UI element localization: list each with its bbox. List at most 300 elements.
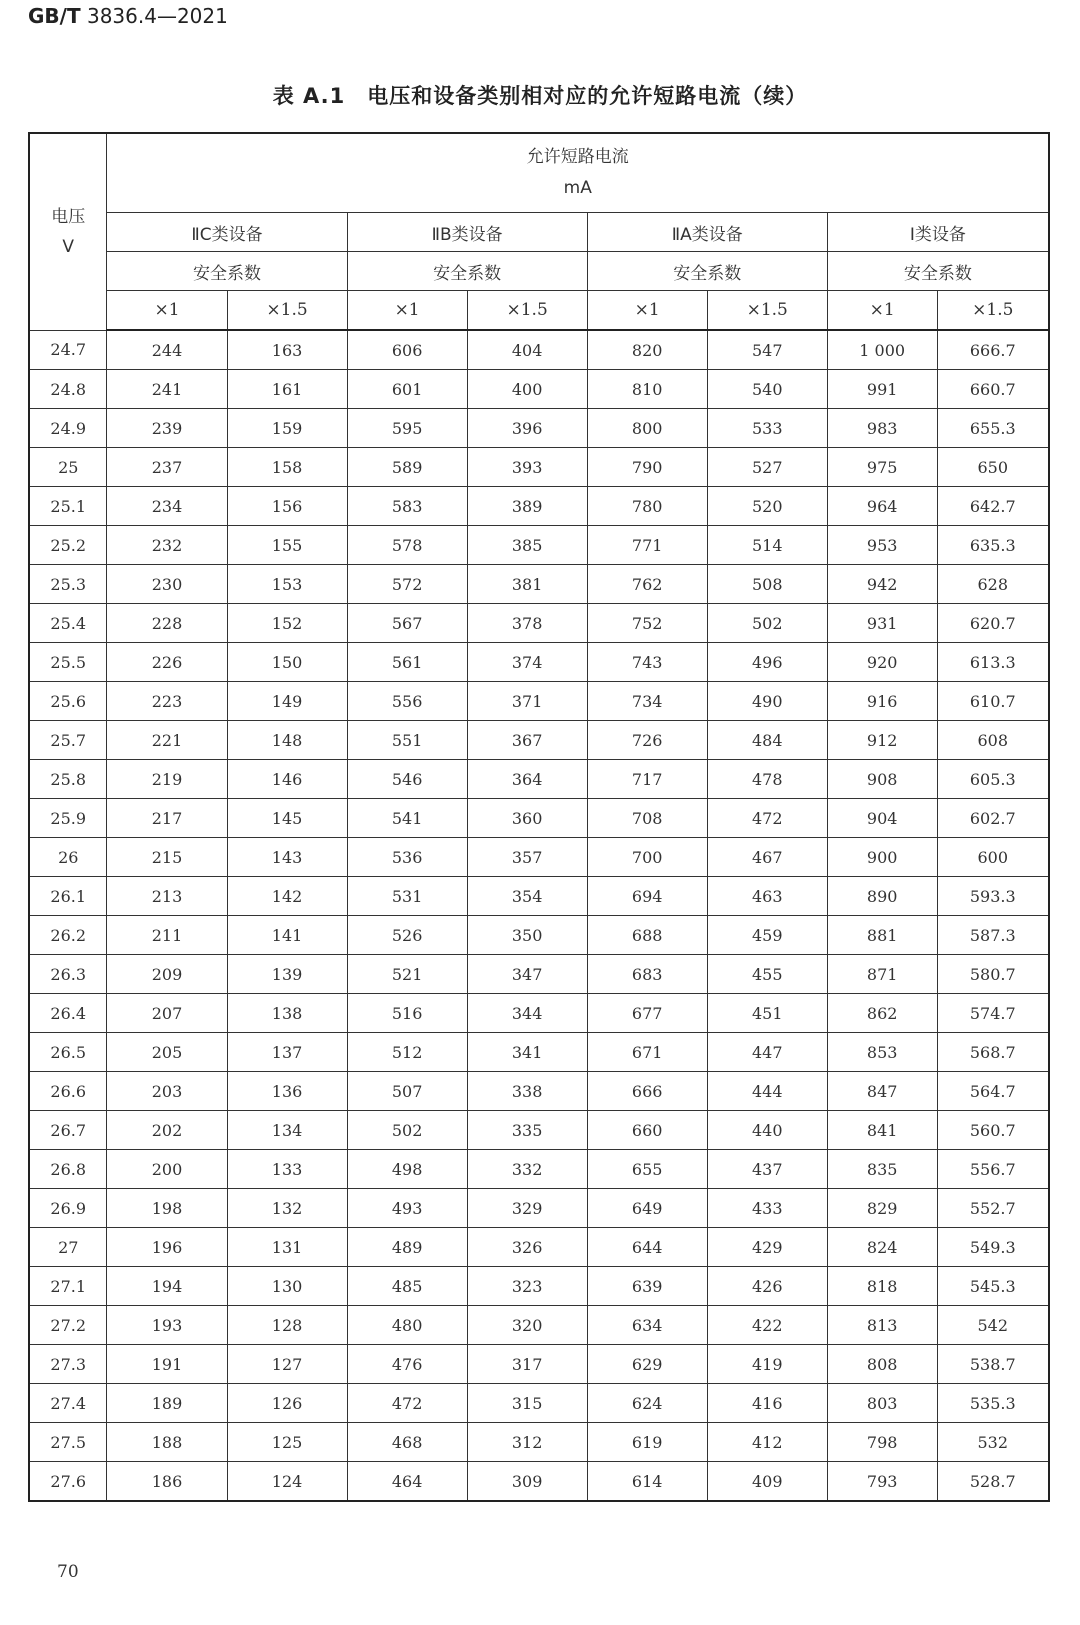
current-cell: 660.7 xyxy=(937,370,1049,409)
current-cell: 608 xyxy=(937,721,1049,760)
current-cell: 683 xyxy=(587,955,707,994)
current-cell: 480 xyxy=(347,1306,467,1345)
table-row xyxy=(29,1072,1049,1111)
current-cell: 158 xyxy=(227,448,347,487)
current-cell: 538.7 xyxy=(937,1345,1049,1384)
current-cell: 433 xyxy=(707,1189,827,1228)
current-cell: 136 xyxy=(227,1072,347,1111)
current-cell: 360 xyxy=(467,799,587,838)
voltage-cell: 25.9 xyxy=(29,799,107,838)
voltage-cell: 25.5 xyxy=(29,643,107,682)
current-cell: 610.7 xyxy=(937,682,1049,721)
current-cell: 315 xyxy=(467,1384,587,1423)
current-cell: 132 xyxy=(227,1189,347,1228)
current-cell: 476 xyxy=(347,1345,467,1384)
current-cell: 381 xyxy=(467,565,587,604)
voltage-cell: 27.6 xyxy=(29,1462,107,1502)
current-cell: 221 xyxy=(107,721,227,760)
table-row xyxy=(29,1150,1049,1189)
current-cell: 532 xyxy=(937,1423,1049,1462)
current-cell: 568.7 xyxy=(937,1033,1049,1072)
current-cell: 601 xyxy=(347,370,467,409)
current-cell: 516 xyxy=(347,994,467,1033)
current-cell: 239 xyxy=(107,409,227,448)
current-cell: 219 xyxy=(107,760,227,799)
current-cell: 146 xyxy=(227,760,347,799)
current-cell: 393 xyxy=(467,448,587,487)
current-cell: 824 xyxy=(827,1228,937,1267)
current-cell: 655.3 xyxy=(937,409,1049,448)
current-cell: 649 xyxy=(587,1189,707,1228)
current-cell: 451 xyxy=(707,994,827,1033)
current-cell: 771 xyxy=(587,526,707,565)
table-row xyxy=(29,955,1049,994)
table-row xyxy=(29,877,1049,916)
table-row xyxy=(29,643,1049,682)
table-row xyxy=(29,682,1049,721)
current-cell: 613.3 xyxy=(937,643,1049,682)
current-cell: 502 xyxy=(347,1111,467,1150)
voltage-cell: 27.4 xyxy=(29,1384,107,1423)
current-cell: 717 xyxy=(587,760,707,799)
current-cell: 143 xyxy=(227,838,347,877)
current-cell: 127 xyxy=(227,1345,347,1384)
current-cell: 835 xyxy=(827,1150,937,1189)
current-cell: 620.7 xyxy=(937,604,1049,643)
current-cell: 541 xyxy=(347,799,467,838)
current-cell: 309 xyxy=(467,1462,587,1502)
current-cell: 485 xyxy=(347,1267,467,1306)
current-cell: 655 xyxy=(587,1150,707,1189)
voltage-cell: 25.7 xyxy=(29,721,107,760)
current-cell: 347 xyxy=(467,955,587,994)
current-cell: 743 xyxy=(587,643,707,682)
current-cell: 528.7 xyxy=(937,1462,1049,1502)
table-row xyxy=(29,487,1049,526)
current-cell: 650 xyxy=(937,448,1049,487)
current-cell: 578 xyxy=(347,526,467,565)
class-header: ⅡA类设备 xyxy=(587,213,827,252)
current-cell: 531 xyxy=(347,877,467,916)
voltage-cell: 24.7 xyxy=(29,330,107,370)
current-cell: 540 xyxy=(707,370,827,409)
voltage-cell: 25.8 xyxy=(29,760,107,799)
current-cell: 312 xyxy=(467,1423,587,1462)
current-cell: 124 xyxy=(227,1462,347,1502)
current-cell: 400 xyxy=(467,370,587,409)
current-cell: 700 xyxy=(587,838,707,877)
current-cell: 389 xyxy=(467,487,587,526)
current-cell: 186 xyxy=(107,1462,227,1502)
current-cell: 364 xyxy=(467,760,587,799)
current-cell: 134 xyxy=(227,1111,347,1150)
current-cell: 572 xyxy=(347,565,467,604)
multiplier-header: ×1.5 xyxy=(937,291,1049,331)
table-row xyxy=(29,1033,1049,1072)
current-cell: 593.3 xyxy=(937,877,1049,916)
table-row xyxy=(29,916,1049,955)
current-cell: 228 xyxy=(107,604,227,643)
table-title: 电压和设备类别相对应的允许短路电流（续） xyxy=(367,84,808,108)
current-cell: 677 xyxy=(587,994,707,1033)
table-row xyxy=(29,1423,1049,1462)
voltage-cell: 26.9 xyxy=(29,1189,107,1228)
current-cell: 209 xyxy=(107,955,227,994)
voltage-cell: 25.2 xyxy=(29,526,107,565)
class-header: Ⅰ类设备 xyxy=(827,213,1049,252)
voltage-cell: 27.2 xyxy=(29,1306,107,1345)
current-cell: 666.7 xyxy=(937,330,1049,370)
current-cell: 429 xyxy=(707,1228,827,1267)
current-cell: 496 xyxy=(707,643,827,682)
current-cell: 326 xyxy=(467,1228,587,1267)
safety-factor-header: 安全系数 xyxy=(107,252,347,291)
table-row xyxy=(29,526,1049,565)
current-cell: 150 xyxy=(227,643,347,682)
current-cell: 320 xyxy=(467,1306,587,1345)
current-cell: 605.3 xyxy=(937,760,1049,799)
current-cell: 726 xyxy=(587,721,707,760)
current-cell: 800 xyxy=(587,409,707,448)
current-cell: 444 xyxy=(707,1072,827,1111)
current-cell: 798 xyxy=(827,1423,937,1462)
voltage-cell: 26.5 xyxy=(29,1033,107,1072)
table-number: 表 A.1 xyxy=(272,84,346,108)
table-row xyxy=(29,604,1049,643)
current-cell: 338 xyxy=(467,1072,587,1111)
current-cell: 440 xyxy=(707,1111,827,1150)
current-cell: 694 xyxy=(587,877,707,916)
current-cell: 203 xyxy=(107,1072,227,1111)
current-cell: 628 xyxy=(937,565,1049,604)
current-cell: 422 xyxy=(707,1306,827,1345)
current-cell: 514 xyxy=(707,526,827,565)
current-cell: 606 xyxy=(347,330,467,370)
current-cell: 820 xyxy=(587,330,707,370)
current-unit: mA xyxy=(563,178,592,198)
current-cell: 890 xyxy=(827,877,937,916)
current-cell: 323 xyxy=(467,1267,587,1306)
current-cell: 213 xyxy=(107,877,227,916)
current-cell: 629 xyxy=(587,1345,707,1384)
current-cell: 881 xyxy=(827,916,937,955)
table-row xyxy=(29,1228,1049,1267)
voltage-cell: 27.1 xyxy=(29,1267,107,1306)
current-cell: 871 xyxy=(827,955,937,994)
current-cell: 526 xyxy=(347,916,467,955)
class-header: ⅡC类设备 xyxy=(107,213,347,252)
current-cell: 953 xyxy=(827,526,937,565)
current-cell: 549.3 xyxy=(937,1228,1049,1267)
standard-prefix: GB/T xyxy=(28,4,81,28)
current-cell: 642.7 xyxy=(937,487,1049,526)
current-cell: 813 xyxy=(827,1306,937,1345)
table-row xyxy=(29,1189,1049,1228)
current-cell: 152 xyxy=(227,604,347,643)
voltage-cell: 26.3 xyxy=(29,955,107,994)
voltage-cell: 25.1 xyxy=(29,487,107,526)
current-cell: 512 xyxy=(347,1033,467,1072)
current-cell: 931 xyxy=(827,604,937,643)
current-cell: 790 xyxy=(587,448,707,487)
current-cell: 455 xyxy=(707,955,827,994)
current-header xyxy=(107,133,1049,213)
current-cell: 920 xyxy=(827,643,937,682)
voltage-cell: 26 xyxy=(29,838,107,877)
current-cell: 188 xyxy=(107,1423,227,1462)
table-row xyxy=(29,565,1049,604)
current-cell: 237 xyxy=(107,448,227,487)
current-cell: 198 xyxy=(107,1189,227,1228)
current-cell: 416 xyxy=(707,1384,827,1423)
current-cell: 131 xyxy=(227,1228,347,1267)
table-row xyxy=(29,1111,1049,1150)
current-cell: 472 xyxy=(707,799,827,838)
current-cell: 688 xyxy=(587,916,707,955)
current-cell: 520 xyxy=(707,487,827,526)
current-cell: 467 xyxy=(707,838,827,877)
current-cell: 404 xyxy=(467,330,587,370)
current-cell: 329 xyxy=(467,1189,587,1228)
safety-factor-header: 安全系数 xyxy=(587,252,827,291)
current-cell: 964 xyxy=(827,487,937,526)
table-row xyxy=(29,838,1049,877)
table-row xyxy=(29,1306,1049,1345)
voltage-label: 电压 xyxy=(51,206,86,227)
multiplier-header: ×1.5 xyxy=(467,291,587,331)
current-cell: 734 xyxy=(587,682,707,721)
current-cell: 163 xyxy=(227,330,347,370)
current-cell: 145 xyxy=(227,799,347,838)
current-cell: 546 xyxy=(347,760,467,799)
table-row xyxy=(29,994,1049,1033)
table-row xyxy=(29,448,1049,487)
current-cell: 464 xyxy=(347,1462,467,1502)
table-row xyxy=(29,409,1049,448)
current-cell: 459 xyxy=(707,916,827,955)
current-cell: 635.3 xyxy=(937,526,1049,565)
table-row xyxy=(29,1384,1049,1423)
current-cell: 194 xyxy=(107,1267,227,1306)
standard-code xyxy=(28,4,228,28)
current-cell: 634 xyxy=(587,1306,707,1345)
current-cell: 341 xyxy=(467,1033,587,1072)
current-cell: 354 xyxy=(467,877,587,916)
current-cell: 752 xyxy=(587,604,707,643)
current-cell: 409 xyxy=(707,1462,827,1502)
voltage-cell: 26.4 xyxy=(29,994,107,1033)
current-cell: 533 xyxy=(707,409,827,448)
current-cell: 396 xyxy=(467,409,587,448)
current-cell: 155 xyxy=(227,526,347,565)
current-cell: 916 xyxy=(827,682,937,721)
voltage-cell: 27.3 xyxy=(29,1345,107,1384)
current-cell: 847 xyxy=(827,1072,937,1111)
current-cell: 426 xyxy=(707,1267,827,1306)
current-cell: 542 xyxy=(937,1306,1049,1345)
table-row xyxy=(29,370,1049,409)
current-cell: 545.3 xyxy=(937,1267,1049,1306)
voltage-cell: 27 xyxy=(29,1228,107,1267)
voltage-cell: 25.3 xyxy=(29,565,107,604)
current-cell: 547 xyxy=(707,330,827,370)
current-cell: 207 xyxy=(107,994,227,1033)
voltage-cell: 26.6 xyxy=(29,1072,107,1111)
current-cell: 159 xyxy=(227,409,347,448)
multiplier-header: ×1 xyxy=(587,291,707,331)
current-cell: 624 xyxy=(587,1384,707,1423)
current-cell: 900 xyxy=(827,838,937,877)
current-cell: 556 xyxy=(347,682,467,721)
current-cell: 762 xyxy=(587,565,707,604)
current-cell: 211 xyxy=(107,916,227,955)
current-cell: 666 xyxy=(587,1072,707,1111)
current-cell: 205 xyxy=(107,1033,227,1072)
voltage-cell: 25 xyxy=(29,448,107,487)
current-cell: 841 xyxy=(827,1111,937,1150)
current-label: 允许短路电流 xyxy=(526,147,629,167)
current-cell: 191 xyxy=(107,1345,227,1384)
multiplier-header: ×1.5 xyxy=(707,291,827,331)
table-row xyxy=(29,1345,1049,1384)
current-cell: 853 xyxy=(827,1033,937,1072)
current-cell: 230 xyxy=(107,565,227,604)
current-cell: 808 xyxy=(827,1345,937,1384)
current-cell: 125 xyxy=(227,1423,347,1462)
current-cell: 241 xyxy=(107,370,227,409)
table-row xyxy=(29,721,1049,760)
current-cell: 862 xyxy=(827,994,937,1033)
current-cell: 419 xyxy=(707,1345,827,1384)
current-cell: 587.3 xyxy=(937,916,1049,955)
current-cell: 232 xyxy=(107,526,227,565)
current-cell: 639 xyxy=(587,1267,707,1306)
current-cell: 226 xyxy=(107,643,227,682)
safety-factor-header: 安全系数 xyxy=(827,252,1049,291)
current-cell: 463 xyxy=(707,877,827,916)
current-cell: 385 xyxy=(467,526,587,565)
current-cell: 357 xyxy=(467,838,587,877)
voltage-cell: 25.6 xyxy=(29,682,107,721)
current-cell: 975 xyxy=(827,448,937,487)
table-row xyxy=(29,760,1049,799)
current-cell: 600 xyxy=(937,838,1049,877)
current-cell: 535.3 xyxy=(937,1384,1049,1423)
current-cell: 552.7 xyxy=(937,1189,1049,1228)
current-cell: 507 xyxy=(347,1072,467,1111)
current-cell: 527 xyxy=(707,448,827,487)
current-cell: 478 xyxy=(707,760,827,799)
current-cell: 536 xyxy=(347,838,467,877)
current-cell: 942 xyxy=(827,565,937,604)
current-cell: 472 xyxy=(347,1384,467,1423)
current-cell: 829 xyxy=(827,1189,937,1228)
voltage-cell: 27.5 xyxy=(29,1423,107,1462)
current-cell: 139 xyxy=(227,955,347,994)
voltage-cell: 26.1 xyxy=(29,877,107,916)
table-row xyxy=(29,1267,1049,1306)
current-cell: 644 xyxy=(587,1228,707,1267)
current-cell: 551 xyxy=(347,721,467,760)
current-cell: 200 xyxy=(107,1150,227,1189)
current-cell: 498 xyxy=(347,1150,467,1189)
current-cell: 564.7 xyxy=(937,1072,1049,1111)
current-cell: 367 xyxy=(467,721,587,760)
current-cell: 244 xyxy=(107,330,227,370)
current-cell: 671 xyxy=(587,1033,707,1072)
safety-factor-header: 安全系数 xyxy=(347,252,587,291)
current-cell: 614 xyxy=(587,1462,707,1502)
voltage-cell: 26.8 xyxy=(29,1150,107,1189)
current-cell: 215 xyxy=(107,838,227,877)
current-cell: 437 xyxy=(707,1150,827,1189)
voltage-cell: 24.9 xyxy=(29,409,107,448)
current-cell: 803 xyxy=(827,1384,937,1423)
current-cell: 793 xyxy=(827,1462,937,1502)
current-cell: 556.7 xyxy=(937,1150,1049,1189)
page-number: 70 xyxy=(57,1562,79,1582)
current-cell: 133 xyxy=(227,1150,347,1189)
current-cell: 217 xyxy=(107,799,227,838)
voltage-cell: 25.4 xyxy=(29,604,107,643)
current-cell: 193 xyxy=(107,1306,227,1345)
voltage-cell: 26.2 xyxy=(29,916,107,955)
voltage-header xyxy=(29,133,107,330)
current-cell: 583 xyxy=(347,487,467,526)
current-cell: 161 xyxy=(227,370,347,409)
current-cell: 904 xyxy=(827,799,937,838)
table-row xyxy=(29,330,1049,370)
current-cell: 602.7 xyxy=(937,799,1049,838)
current-cell: 335 xyxy=(467,1111,587,1150)
current-cell: 130 xyxy=(227,1267,347,1306)
current-cell: 561 xyxy=(347,643,467,682)
current-cell: 983 xyxy=(827,409,937,448)
current-cell: 468 xyxy=(347,1423,467,1462)
current-cell: 141 xyxy=(227,916,347,955)
current-cell: 780 xyxy=(587,487,707,526)
current-cell: 189 xyxy=(107,1384,227,1423)
current-cell: 202 xyxy=(107,1111,227,1150)
current-cell: 589 xyxy=(347,448,467,487)
current-cell: 818 xyxy=(827,1267,937,1306)
current-cell: 344 xyxy=(467,994,587,1033)
current-cell: 223 xyxy=(107,682,227,721)
short-circuit-current-table xyxy=(28,132,1050,1502)
voltage-cell: 24.8 xyxy=(29,370,107,409)
voltage-unit: V xyxy=(62,236,75,257)
multiplier-header: ×1.5 xyxy=(227,291,347,331)
table-body xyxy=(29,330,1049,1501)
current-cell: 502 xyxy=(707,604,827,643)
multiplier-header: ×1 xyxy=(347,291,467,331)
current-cell: 560.7 xyxy=(937,1111,1049,1150)
current-cell: 574.7 xyxy=(937,994,1049,1033)
current-cell: 374 xyxy=(467,643,587,682)
current-cell: 350 xyxy=(467,916,587,955)
current-cell: 595 xyxy=(347,409,467,448)
multiplier-header: ×1 xyxy=(107,291,227,331)
standard-number: 3836.4—2021 xyxy=(86,4,228,28)
current-cell: 137 xyxy=(227,1033,347,1072)
current-cell: 991 xyxy=(827,370,937,409)
current-cell: 447 xyxy=(707,1033,827,1072)
current-cell: 196 xyxy=(107,1228,227,1267)
current-cell: 234 xyxy=(107,487,227,526)
current-cell: 156 xyxy=(227,487,347,526)
current-cell: 378 xyxy=(467,604,587,643)
current-cell: 493 xyxy=(347,1189,467,1228)
